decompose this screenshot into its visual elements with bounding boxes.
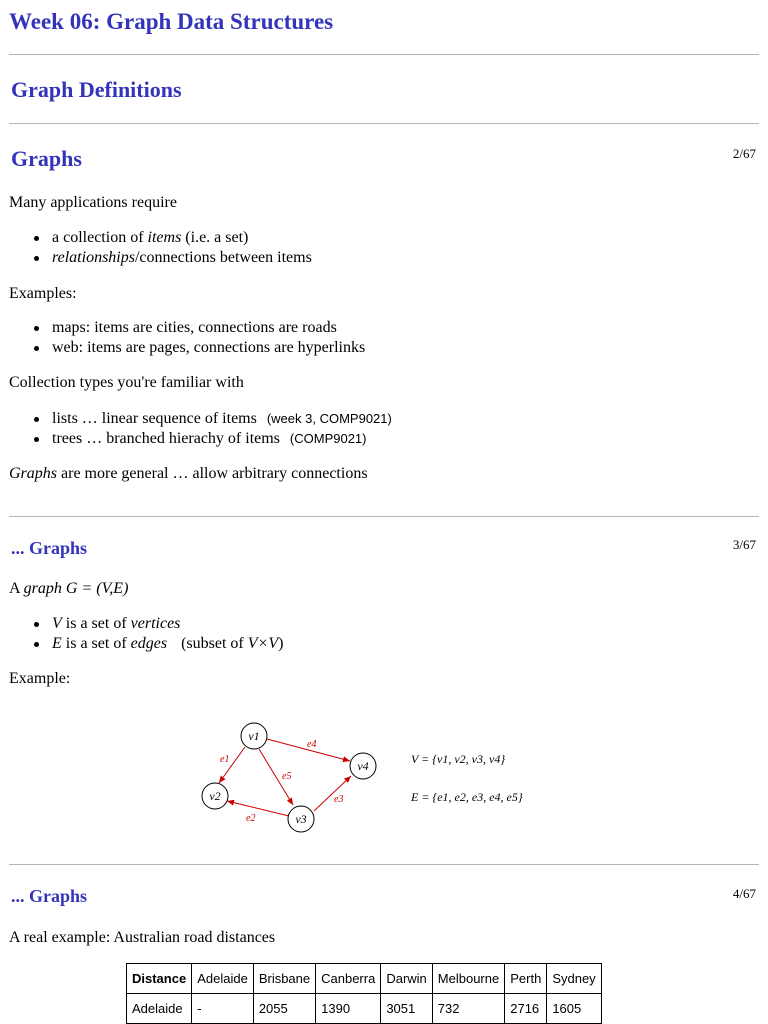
bullet-list <box>32 318 365 357</box>
table-header-cell: Perth <box>505 964 547 994</box>
list-item: maps: items are cities, connections are roads <box>52 318 365 338</box>
section-title: Graph Definitions <box>11 77 182 102</box>
table-cell: 1390 <box>316 994 381 1024</box>
table-cell: 1605 <box>547 994 601 1024</box>
list-item: a collection of items (i.e. a set) <box>52 228 312 248</box>
edge-e3 <box>314 776 351 811</box>
paragraph: A graph G = (V,E) <box>9 580 129 597</box>
slide-title: ... Graphs <box>11 886 88 906</box>
paragraph: A real example: Australian road distances <box>9 929 276 946</box>
table-header-cell: Canberra <box>316 964 381 994</box>
table-header-cell: Melbourne <box>432 964 504 994</box>
edge-label-e5: e5 <box>282 771 292 782</box>
slide-page-number: 4/67 <box>732 886 756 901</box>
vertex-label-v2: v2 <box>209 789 221 803</box>
table-cell: 2055 <box>253 994 315 1024</box>
bullet-list <box>32 409 392 448</box>
vertex-label-v1: v1 <box>248 729 260 743</box>
paragraph: Example: <box>9 670 71 687</box>
graph-diagram <box>195 712 555 836</box>
table-header-cell: Adelaide <box>192 964 254 994</box>
table-header-cell: Darwin <box>381 964 432 994</box>
vertex-set-formula: V = {v1, v2, v3, v4} <box>411 752 506 766</box>
list-item: lists … linear sequence of items (week 3, COMP9021) <box>52 410 392 427</box>
edge-e2 <box>227 801 289 816</box>
divider <box>9 516 759 517</box>
edge-label-e4: e4 <box>307 739 317 750</box>
list-item: E is a set of edges (subset of V×V) <box>52 634 284 652</box>
table-row <box>127 994 602 1024</box>
table-cell: 3051 <box>381 994 432 1024</box>
edge-label-e1: e1 <box>220 754 230 765</box>
bullet-list <box>32 228 312 267</box>
paragraph: Examples: <box>9 285 77 302</box>
table-cell: 2716 <box>505 994 547 1024</box>
slide-page-number: 3/67 <box>732 537 756 552</box>
paragraph: Graphs are more general … allow arbitrary connections <box>9 465 368 482</box>
paragraph: Many applications require <box>9 194 177 211</box>
list-item: web: items are pages, connections are hyperlinks <box>52 338 366 356</box>
table-header-cell: Brisbane <box>253 964 315 994</box>
table-header-cell: Sydney <box>547 964 601 994</box>
edge-label-e2: e2 <box>246 813 256 824</box>
paragraph: Collection types you're familiar with <box>9 374 244 391</box>
edge-set-formula: E = {e1, e2, e3, e4, e5} <box>411 790 523 804</box>
list-item: trees … branched hierachy of items (COMP9021) <box>52 429 392 449</box>
edge-label-e3: e3 <box>334 794 344 805</box>
page-title: Week 06: Graph Data Structures <box>9 9 334 34</box>
vertex-label-v4: v4 <box>357 759 369 773</box>
bullet-list <box>32 614 283 653</box>
slide-page-number: 2/67 <box>732 146 756 161</box>
list-item: V is a set of vertices <box>52 614 283 634</box>
table-cell: - <box>192 994 254 1024</box>
slide-title: Graphs <box>11 146 82 171</box>
vertex-label-v3: v3 <box>295 812 307 826</box>
divider <box>9 123 759 124</box>
slide-title: ... Graphs <box>11 538 88 558</box>
list-item: relationships/connections between items <box>52 248 312 266</box>
table-header-cell: Distance <box>127 964 192 994</box>
table-cell: Adelaide <box>127 994 192 1024</box>
edge-e1 <box>219 747 245 783</box>
table-header-row <box>127 964 602 994</box>
divider <box>9 54 759 55</box>
distance-table <box>126 963 602 1024</box>
divider <box>9 864 759 865</box>
table-cell: 732 <box>432 994 504 1024</box>
